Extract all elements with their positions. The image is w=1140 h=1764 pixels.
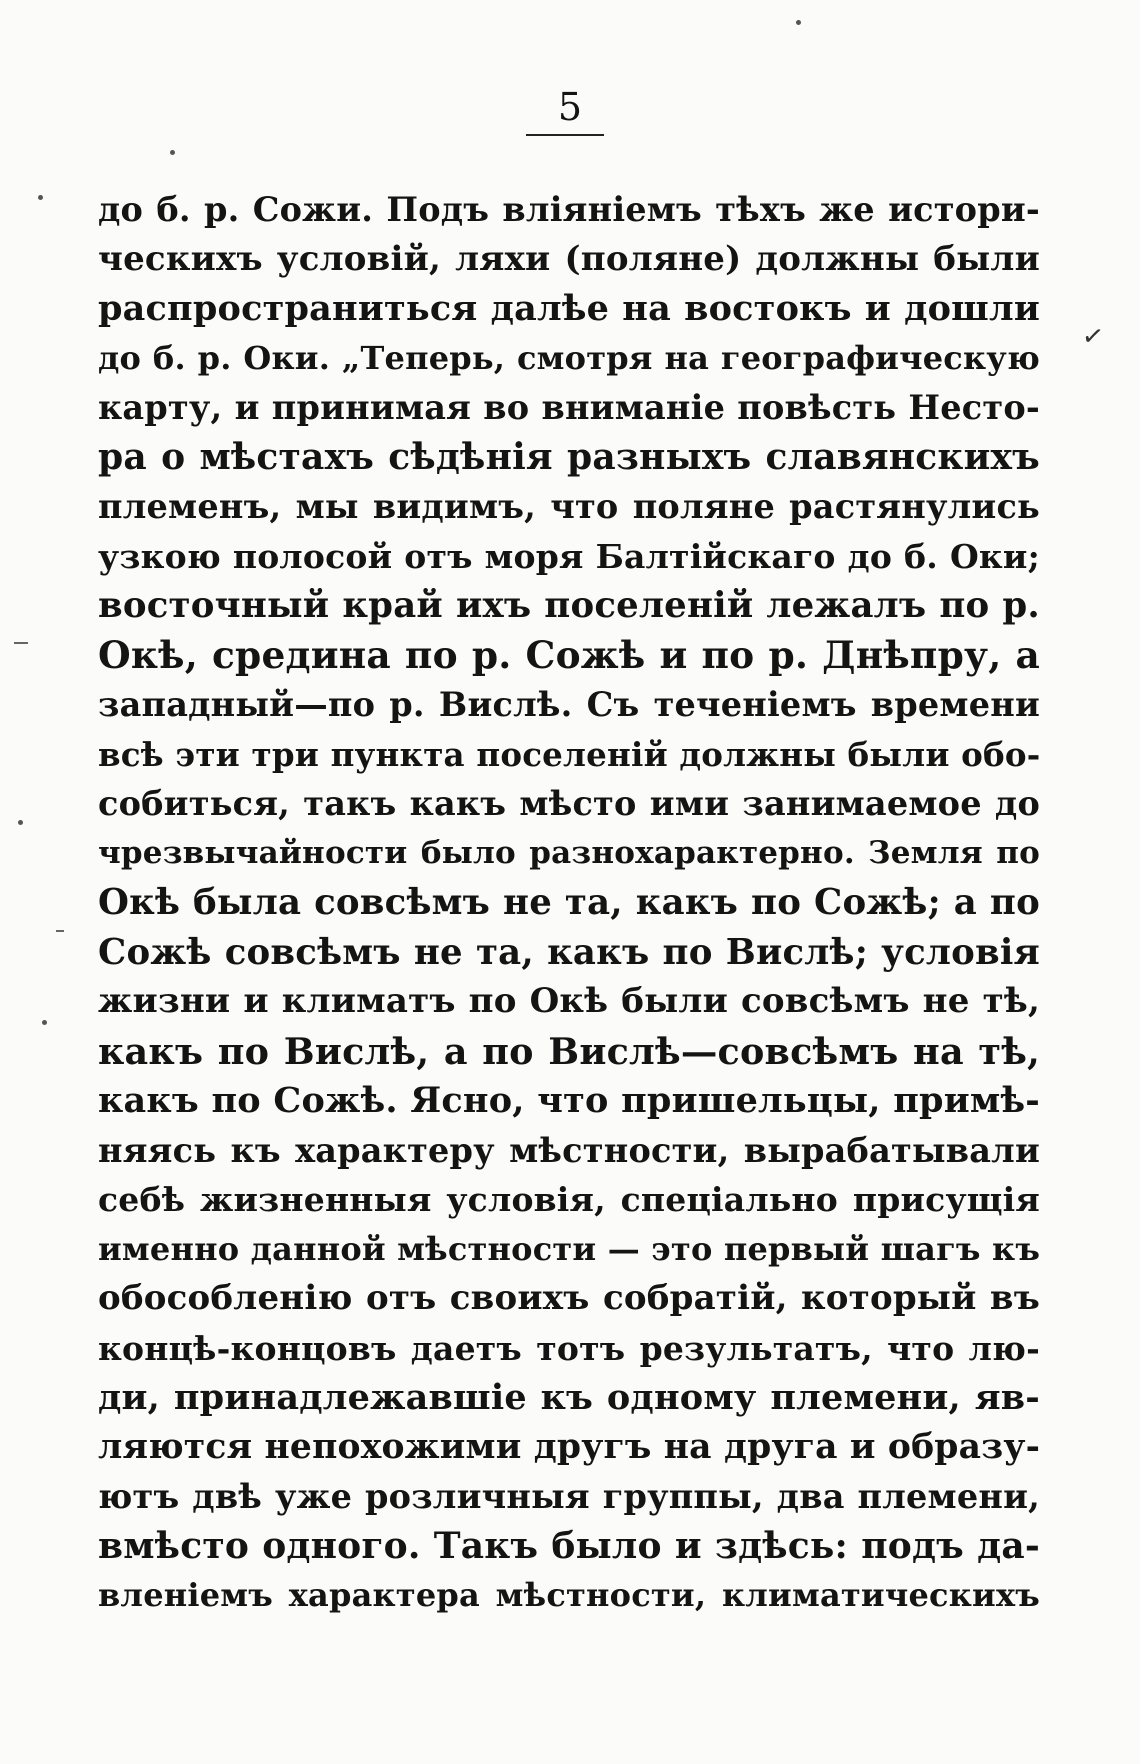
text-body (98, 185, 1040, 1621)
text-line: вленіемъ характера мѣстности, климатическихъ (98, 1576, 1040, 1614)
text-line: до б. р. Сожи. Подъ вліяніемъ тѣхъ же истори- (98, 190, 1040, 229)
speck-decoration (796, 20, 801, 25)
text-line: ютъ двѣ уже розличныя группы, два племени, (98, 1477, 1040, 1516)
speck-decoration (18, 820, 23, 825)
text-line: ди, принадлежавшіе къ одному племени, яв- (98, 1377, 1040, 1418)
text-line: какъ по Сожѣ. Ясно, что пришельцы, примѣ- (98, 1080, 1040, 1121)
text-line: себѣ жизненныя условія, спеціально присущія (98, 1180, 1040, 1219)
text-line: карту, и принимая во вниманіе повѣсть Несто- (98, 388, 1040, 427)
speck-decoration (42, 1020, 47, 1025)
text-line: ра о мѣстахъ сѣдѣнія разныхъ славянскихъ (98, 435, 1040, 478)
text-line: узкою полосой отъ моря Балтійскаго до б. Оки; (98, 536, 1040, 576)
text-line: собиться, такъ какъ мѣсто ими занимаемое до (98, 784, 1040, 823)
text-line: обособленію отъ своихъ собратій, который въ (98, 1278, 1040, 1318)
text-line: чрезвычайности было разнохарактерно. Земля по (98, 834, 1040, 871)
text-line: концѣ-концовъ даетъ тотъ результатъ, что лю- (98, 1328, 1040, 1368)
speck-decoration (38, 195, 43, 200)
text-line: Сожѣ совсѣмъ не та, какъ по Вислѣ; условія (98, 931, 1040, 973)
text-line: няясь къ характеру мѣстности, вырабатывали (98, 1130, 1040, 1170)
page-number: 5 (557, 85, 583, 129)
text-line: Окѣ, средина по р. Сожѣ и по р. Днѣпру, а (98, 632, 1040, 677)
text-line: Окѣ была совсѣмъ не та, какъ по Сожѣ; а по (98, 882, 1040, 923)
text-line: какъ по Вислѣ, а по Вислѣ—совсѣмъ на тѣ, (98, 1029, 1040, 1073)
text-line: ческихъ условій, ляхи (поляне) должны были (98, 238, 1040, 279)
text-line: распространиться далѣе на востокъ и дошли (98, 288, 1040, 329)
text-line: вмѣсто одного. Такъ было и здѣсь: подъ да- (98, 1524, 1040, 1567)
text-line: восточный край ихъ поселеній лежалъ по р. (98, 585, 1040, 626)
text-line: западный—по р. Вислѣ. Съ теченіемъ времени (98, 685, 1040, 724)
text-line: племенъ, мы видимъ, что поляне растянулись (98, 487, 1040, 526)
page-number-rule (526, 134, 604, 136)
margin-check-mark-icon: ✓ (1080, 320, 1106, 354)
text-line: всѣ эти три пункта поселеній должны были обо- (98, 734, 1041, 774)
speck-decoration (56, 930, 64, 932)
text-line: до б. р. Оки. „Теперь, смотря на географическую (98, 338, 1040, 377)
text-line: ляются непохожими другъ на друга и образу- (98, 1426, 1041, 1467)
text-line: жизни и климатъ по Окѣ были совсѣмъ не тѣ, (98, 981, 1040, 1021)
speck-decoration (14, 642, 28, 644)
speck-decoration (170, 150, 175, 155)
text-line: именно данной мѣстности — это первый шагъ къ (98, 1229, 1041, 1268)
